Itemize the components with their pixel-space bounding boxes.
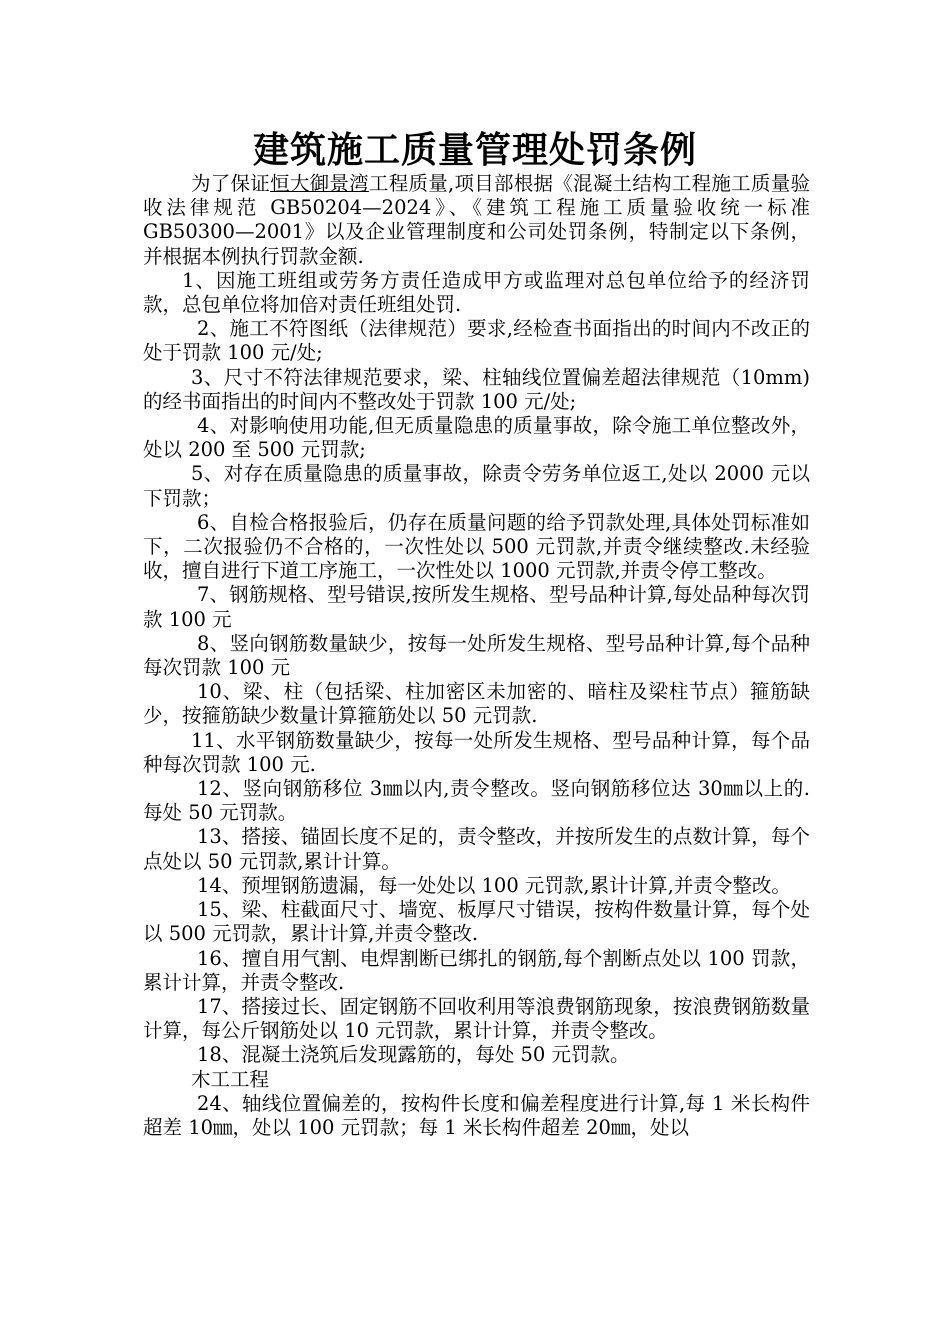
document-title: 建筑施工质量管理处罚条例 xyxy=(252,129,697,171)
clause-24: 24、轴线位置偏差的，按构件长度和偏差程度进行计算,每 1 米长构件超差 10㎜，处以 100 元罚款；每 1 米长构件超差 20㎜，处以 xyxy=(143,1091,810,1139)
project-name: 恒大御景湾 xyxy=(270,172,369,195)
clause-15: 15、梁、柱截面尺寸、墙宽、板厚尺寸错误，按构件数量计算，每个处以 500 元罚款，累计计算,并责令整改. xyxy=(143,898,810,946)
clause-13: 13、搭接、锚固长度不足的，责令整改，并按所发生的点数计算，每个点处以 50 元罚款,累计计算。 xyxy=(143,825,810,873)
clause-10: 10、梁、柱（包括梁、柱加密区未加密的、暗柱及梁柱节点）箍筋缺少，按箍筋缺少数量计算箍筋处以 50 元罚款. xyxy=(143,680,810,728)
clause-11: 11、水平钢筋数量缺少，按每一处所发生规格、型号品种计算，每个品种每次罚款 100 元. xyxy=(143,728,810,776)
clause-1: 1、因施工班组或劳务方责任造成甲方或监理对总包单位给予的经济罚款，总包单位将加倍对责任班组处罚. xyxy=(143,268,810,317)
clause-12: 12、竖向钢筋移位 3㎜以内,责令整改。竖向钢筋移位达 30㎜以上的.每处 50 元罚款。 xyxy=(143,777,810,825)
section-heading-carpentry: 木工工程 xyxy=(191,1067,270,1091)
clause-3: 3、尺寸不符法律规范要求，梁、柱轴线位置偏差超法律规范（10mm)的经书面指出的时间内不整改处于罚款 100 元/处; xyxy=(143,365,810,413)
clause-5: 5、对存在质量隐患的质量事故，除责令劳务单位返工,处以 2000 元以下罚款； xyxy=(143,462,810,510)
clause-8: 8、竖向钢筋数量缺少，按每一处所发生规格、型号品种计算,每个品种每次罚款 100 元 xyxy=(143,631,810,680)
clause-6: 6、自检合格报验后，仍存在质量问题的给予罚款处理,具体处罚标准如下，二次报验仍不合格的，一次性处以 500 元罚款,并责令继续整改.未经验收，擅自进行下道工序施工，一次性处以 1000 元罚款,并责令停工整改。 xyxy=(143,510,810,583)
clause-2: 2、施工不符图纸（法律规范）要求,经检查书面指出的时间内不改正的处于罚款 100 元/处; xyxy=(143,317,810,365)
clause-14: 14、预埋钢筋遗漏，每一处处以 100 元罚款,累计计算,并责令整改。 xyxy=(197,873,791,897)
intro-text-before: 为了保证 xyxy=(191,172,271,195)
clause-17: 17、搭接过长、固定钢筋不回收利用等浪费钢筋现象，按浪费钢筋数量计算，每公斤钢筋处以 10 元罚款，累计计算，并责令整改。 xyxy=(143,994,810,1043)
intro-text-after: 工程质量,项目部根据《混凝土结构工程施工质量验收法律规范 GB50204—2024》、《建筑工程施工质量验收统一标准 GB50300—2001》以及企业管理制度和公司处罚条例，特制定以下条例，并根据本例执行罚款金额. xyxy=(143,172,810,268)
clause-18: 18、混凝土浇筑后发现露筋的，每处 50 元罚款。 xyxy=(197,1043,630,1067)
document-body xyxy=(143,172,810,1140)
clause-7: 7、钢筋规格、型号错误,按所发生规格、型号品种计算,每处品种每次罚款 100 元 xyxy=(143,583,810,631)
intro-paragraph xyxy=(143,172,810,269)
clause-4: 4、对影响使用功能,但无质量隐患的质量事故，除令施工单位整改外，处以 200 至 500 元罚款; xyxy=(143,414,810,462)
clause-16: 16、擅自用气割、电焊割断已绑扎的钢筋,每个割断点处以 100 罚款，累计计算，并责令整改. xyxy=(143,946,810,994)
